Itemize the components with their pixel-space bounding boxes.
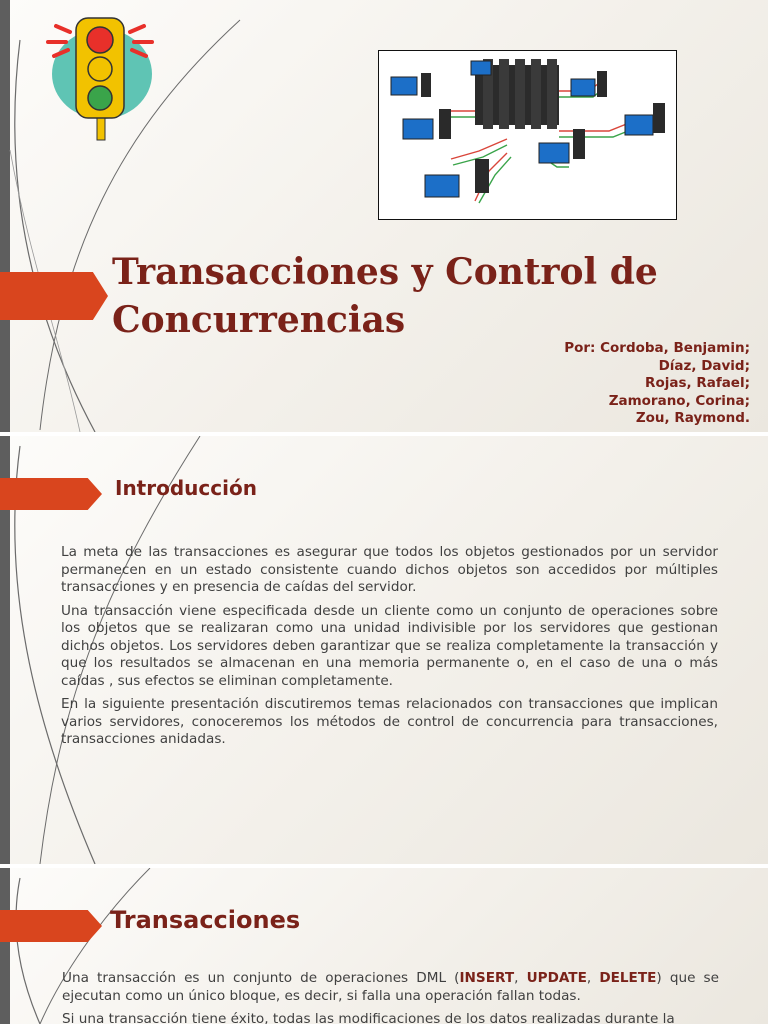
text-run: ,	[514, 970, 527, 986]
section-title: Introducción	[115, 476, 257, 500]
slide-transacciones	[0, 868, 768, 1024]
text-run: ,	[586, 970, 600, 986]
page-title	[112, 248, 752, 344]
accent-arrow	[0, 910, 102, 942]
intro-body	[61, 544, 718, 755]
accent-arrow	[0, 478, 102, 510]
slide-title	[0, 0, 768, 432]
keyword-insert: INSERT	[459, 970, 515, 986]
network-diagram-image	[378, 50, 677, 220]
paragraph: En la siguiente presentación discutiremos temas relacionados con transacciones que implican varios servidores, conoceremos los métodos de control de concurrencia para transacciones, transacciones anidadas.	[61, 696, 718, 747]
paragraph	[62, 970, 719, 1005]
author-line: Zamorano, Corina;	[608, 392, 750, 409]
keyword-delete: DELETE	[599, 970, 657, 986]
transacciones-body	[62, 970, 719, 1024]
section-title: Transacciones	[110, 906, 301, 934]
slide-introduccion	[0, 436, 768, 864]
title-line-1: Transacciones y Control de	[112, 251, 658, 293]
paragraph: La meta de las transacciones es asegurar que todos los objetos gestionados por un servidor permanecen en un estado consistente cuando dichos objetos son accedidos por múltiples transacciones y en presencia de caídas del servidor.	[61, 544, 718, 595]
author-list	[564, 340, 750, 428]
author-line: Díaz, David;	[658, 357, 750, 374]
title-line-2: Concurrencias	[112, 299, 406, 341]
paragraph: Una transacción viene especificada desde un cliente como un conjunto de operaciones sobre los objetos que se realizaran como una unidad indivisible por los servidores que gestionan dichos objetos. Los servidores deben garantizar que se realiza completamente la transacción y que los resultados se almacenan en una memoria permanente o, en el caso de una o más caídas , sus efectos se eliminan completamente.	[61, 602, 718, 689]
author-line: Rojas, Rafael;	[645, 375, 750, 391]
accent-arrow	[0, 272, 108, 320]
text-run: ) que se ejecutan como un único bloque, es decir, si falla una operación fallan todas.	[62, 970, 720, 1004]
author-line: Zou, Raymond.	[635, 410, 750, 426]
author-line: Por: Cordoba, Benjamin;	[564, 340, 750, 356]
keyword-update: UPDATE	[526, 970, 587, 986]
paragraph: Si una transacción tiene éxito, todas las modificaciones de los datos realizadas durante la	[62, 1011, 675, 1024]
traffic-light-icon	[44, 14, 156, 144]
text-run: Una transacción es un conjunto de operaciones DML (	[62, 970, 460, 986]
